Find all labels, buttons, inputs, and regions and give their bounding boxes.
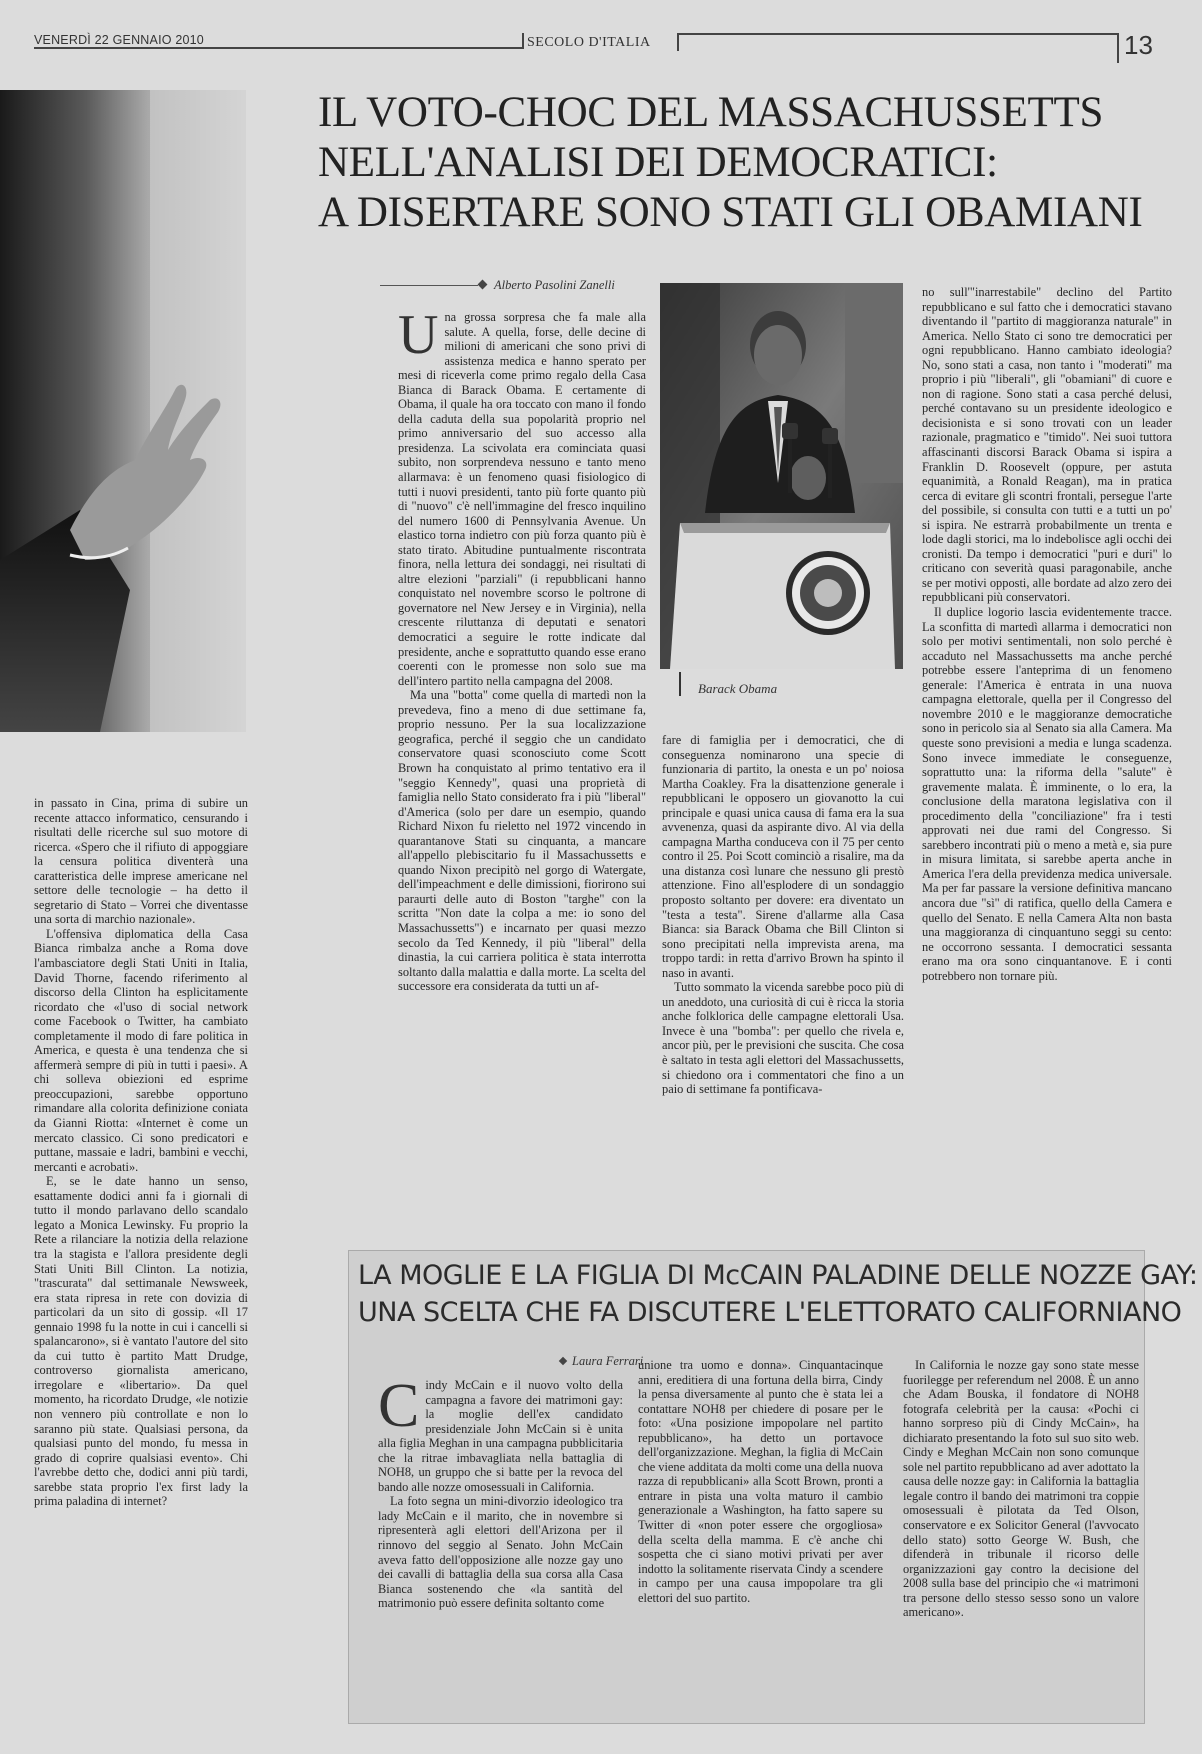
- byline-diamond-icon: [478, 280, 488, 290]
- masthead-date: VENERDÌ 22 GENNAIO 2010: [34, 33, 204, 47]
- secondary-article-headline: [358, 1257, 1198, 1331]
- secondary-paragraph: indy McCain e il nuovo volto della campagna a favore dei matrimoni gay: la moglie dell'ex candidato presidenziale John McCain si è unita alla figlia Meghan in una campagna pubblicitaria che la ritrae imbavagliata nella battaglia di NOH8, un gruppo che si batte per la revoca del bando alle nozze omosessuali in California.: [378, 1378, 623, 1494]
- secondary-column-3: [903, 1358, 1139, 1716]
- headline-line-3: A DISERTARE SONO STATI GLI OBAMIANI: [318, 189, 1143, 236]
- article-column-2: [662, 733, 904, 1203]
- page-number: 13: [1124, 30, 1153, 60]
- secondary-column-2: [638, 1358, 883, 1716]
- obama-at-podium-photo: [660, 283, 903, 669]
- photo-caption-rule: [679, 672, 681, 696]
- article-paragraph: Ma una "botta" come quella di martedì non la prevedeva, fino a meno di due settimane fa, proprio nessuno. Per la sua localizzazione geografica, perché il seggio che un candidato conservatore quasi sconosciuto come Scott Brown ha conquistato al primo tentativo era il "seggio Kennedy", quasi una proprietà di famiglia nello Stato considerato fra i più "liberal" d'America (solo per dare un esempio, quando Richard Nixon fu rieletto nel 1972 vincendo in quarantanove Stati su cinquanta, a mancare all'appello plebiscitario fu il Massachussetts e quando Nixon precipitò nel gorgo di Watergate, dell'impeachment e delle dimissioni, fiorirono sui paraurti delle auto di Boston "targhe" con la scritta "Non date la colpa a me: io sono del Massachussetts") e incarnato per quasi mezzo secolo da Ted Kennedy, il più "liberal" della dinastia, la cui carriera politica è stata interrotta soltanto dalla malattia e dalla morte. La scelta del successore era considerata da tutti un af-: [398, 688, 646, 994]
- article-column-3: [922, 285, 1172, 1190]
- article-headline: [318, 88, 1178, 238]
- article-paragraph: fare di famiglia per i democratici, che di conseguenza nominarono una specie di funzionaria di partito, la onesta e un po' noiosa Martha Coakley. Fra la disattenzione generale i repubblicani le opposero un giovanotto la cui principale e quasi unica causa di fama era la sua avvenenza, quasi da aspirante divo. Al via della campagna Martha conduceva con il 75 per cento contro il 25. Poi Scott cominciò a risalire, ma da una distanza così lunare che nessuno gli prestò attenzione. Fino all'esplodere di un sondaggio proposto soltanto per dovere: era diventato un "testa a testa". Sirene d'allarme alla Casa Bianca: sia Barack Obama che Bill Clinton si sono precipitati nella imprevista arena, ma troppo tardi: in retta d'arrivo Brown ha spinto il naso in avanti.: [662, 733, 904, 980]
- masthead-left-tick: [522, 33, 524, 49]
- article-byline: Alberto Pasolini Zanelli: [494, 278, 615, 292]
- headline-line-1: IL VOTO-CHOC DEL MASSACHUSSETTS: [318, 89, 1104, 136]
- article-dropcap: U: [398, 310, 439, 366]
- masthead-paper-name: SECOLO D'ITALIA: [527, 35, 651, 50]
- masthead-rule-right: [677, 33, 1117, 35]
- secondary-headline-line-1: LA MOGLIE E LA FIGLIA DI McCAIN PALADINE DELLE NOZZE GAY:: [358, 1260, 1198, 1291]
- article-paragraph: Tutto sommato la vicenda sarebbe poco più di un aneddoto, una curiosità di cui è ricca la storia anche folklorica delle campagne elettorali Usa. Invece è una "bomba": per quello che rivela e, ancor più, per le previsioni che suscita. Che cosa è saltato in testa agli elettori del Massachussetts, si chiedono ora i commentatori che fino a un paio di settimane fa pontificava-: [662, 980, 904, 1097]
- headline-line-2: NELL'ANALISI DEI DEMOCRATICI:: [318, 139, 998, 186]
- secondary-dropcap: C: [378, 1378, 420, 1440]
- article-paragraph: no sull'"inarrestabile" declino del Partito repubblicano e sul fatto che i democratici stavano diventando il "partito di maggioranza naturale" in America. Nello Stato ci sono tre democratici per ogni repubblicano. Hanno cambiato ideologia? No, sono stati a casa, non tanto i "moderati" ma proprio i più "liberali", gli "obamiani" di cuore e non di ragione. Sono stati a casa perché delusi, perché contavano su un presidente ideologico e decisionista e si sono trovati con un leader razionale, pragmatico e "timido". Nei suoi tuttora affascinanti discorsi Barack Obama si ispira a Franklin D. Roosevelt (oppure, per astuta equanimità, a Ronald Reagan), ma in pratica cerca di evitare gli scontri frontali, persegue l'arte del possibile, si consulta con tutti e a tutti un po' si ispira. Ne estrarrà probabilmente un trenta e lode dagli storici, ma lo indebolisce agli occhi dei cronisti. Da tempo i democratici "puri e duri" lo criticano con severità quasi paragonabile, anche se per motivi opposti, alle bordate ad alzo zero dei repubblicani più conservatori.: [922, 285, 1172, 605]
- left-column-paragraph: L'offensiva diplomatica della Casa Bianca rimbalza anche a Roma dove l'ambasciatore degli Stati Uniti in Italia, David Thorne, facendo riferimento al discorso della Clinton ha esplicitamente ricordato che «l'uso di social network come Facebook o Twitter, ha cambiato completamente il modo di fare politica in America, e questa è una tendenza che si affermerà sempre di più in tutti i paesi». A chi solleva obiezioni ed esprime preoccupazioni, sarebbe opportuno rimandare alla colorita definizione coniata da Gianni Riotta: «Internet è come un mercato classico. Ci sono predicatori e puttane, massaie e ladri, bambini e vecchi, mercanti e acrobati».: [34, 926, 248, 1174]
- page-number-tick: [1117, 33, 1119, 63]
- byline-rule: [380, 285, 478, 286]
- secondary-paragraph: unione tra uomo e donna». Cinquantacinque anni, ereditiera di una fortuna della birra, Cindy la pensa diversamente al punto che è stata lei a contattare NOH8 per chiedere di posare per le foto: «Una posizione impopolare nel partito repubblicano», ha detto un portavoce dell'organizzazione. Meghan, la figlia di McCain che viene additata da molti come una della nuova razza di repubblicani» alla Scott Brown, pronti a entrare in pista una volta maturo il cambio generazionale a Washington, ha fatto sapere su Twitter di «non poter essere che orgogliosa» della scelta della mamma. E c'è anche chi sospetta che ci siano motivi privati per aver indotto la solitamente riservata Cindy a scendere in campo per una causa impopolare tra gli elettori del suo partito.: [638, 1358, 883, 1605]
- secondary-headline-line-2: UNA SCELTA CHE FA DISCUTERE L'ELETTORATO CALIFORNIANO: [358, 1297, 1182, 1328]
- left-column-paragraph: E, se le date hanno un senso, esattamente dodici anni fa i giornali di tutto il mondo parlavano dello scandalo legato a Monica Lewinsky. Fu proprio la Rete a rilanciare la notizia della relazione tra la stagista e l'allora presidente degli Stati Uniti Bill Clinton. La notizia, "trascurata" dal settimanale Newsweek, era stata ripresa in rete con dovizia di particolari da un sito di gossip. «Il 17 gennaio 1998 fu la notte in cui i cancelli si spalancarono», si è vantato l'autore del sito da cui tutto è partito Matt Drudge, controverso giornalista americano, irregolare e «libertario». Da quel momento, ha ricordato Drudge, «le notizie non vennero più controllate e non lo saranno più state. Qualsiasi persona, da qualsiasi punto del mondo, fu messa in grado di coprire qualsiasi evento». Chi l'avrebbe detto che, dodici anni più tardi, sarebbe stata proprio l'ex first lady la prima paladina di internet?: [34, 1174, 248, 1509]
- masthead-rule-left: [34, 47, 522, 49]
- article-paragraph: na grossa sorpresa che fa male alla salute. A quella, forse, delle decine di milioni di americani che sono privi di assistenza medica e hanno sperato per mesi di riceverla come primo regalo della Casa Bianca di Barack Obama. E certamente di Obama, il quale ha ora toccato con mano il fondo della caduta della sua popolarità proprio nel primo anniversario del suo accesso alla presidenza. La scivolata era cominciata quasi subito, non sorprendeva nessuno e tanto meno allarmava: è un fenomeno quasi fisiologico di tutti i nuovi presidenti, tanto più forte quanto più di "nuovo" c'è nell'immagine del fresco inquilino del numero 1600 di Pennsylvania Avenue. Un elastico torna indietro con più forza quanto più è stato tirato. Abitudine puntualmente riscontrata finora, nella lettura dei sondaggi, nei risultati di altre elezioni "parziali" (i repubblicani hanno conquistato nel novembre scorso le poltrone di governatore nel New Jersey e in Virginia), nella crescente riluttanza di deputati e senatori democratici a seguire le rotte indicate dal presidente, anche e soprattutto quando esse erano coerenti con le promesse non solo sue ma dell'intero partito nella campagna del 2008.: [398, 310, 646, 688]
- article-column-1: [398, 310, 646, 1210]
- secondary-paragraph: In California le nozze gay sono state messe fuorilegge per referendum nel 2008. È un anno che Adam Bouska, il fondatore di NOH8 fotografa celebrità per la causa: «Pochi ci hanno sorpreso più di Cindy McCain», ha dichiarato presentando la foto sul suo sito web. Cindy e Meghan McCain non sono comunque sole nel partito repubblicano ad aver adottato la causa delle nozze gay: in California la battaglia legale contro il bando dei matrimoni tra coppie omosessuali è pilotata da Ted Olson, conservatore e ex Solicitor General (l'avvocato dello stato) sotto George W. Bush, che difenderà in tribunale il ricorso delle organizzazioni gay contro la decisione del 2008 sulla base del principio che «i matrimoni tra persone dello stesso sesso sono un valore americano».: [903, 1358, 1139, 1620]
- secondary-paragraph: La foto segna un mini-divorzio ideologico tra lady McCain e il marito, che in novembre si ripresenterà agli elettori dell'Arizona per il rinnovo del seggio al Senato. John McCain aveva fatto dell'opposizione alle nozze gay uno dei cavalli di battaglia della sua corsa alla Casa Bianca sostenendo che «la santità del matrimonio può essere definita soltanto come: [378, 1494, 623, 1611]
- masthead-right-tick: [677, 33, 679, 51]
- left-column-paragraph: in passato in Cina, prima di subire un recente attacco informatico, censurando i risultati delle ricerche sul suo motore di ricerca. «Spero che il rifiuto di appoggiare la censura politica diventerà una caratteristica delle imprese americane nel settore delle tecnologie – ha detto il segretario di Stato – Vorrei che diventasse una sorta di marchio nazionale».: [34, 796, 248, 927]
- secondary-column-1: [378, 1378, 623, 1718]
- hand-and-portrait-photo: [0, 90, 246, 732]
- secondary-article-byline: Laura Ferrari: [572, 1354, 644, 1368]
- article-paragraph: Il duplice logorio lascia evidentemente tracce. La sconfitta di martedì allarma i democratici non solo per motivi sentimentali, non solo perché è accaduto nel Massachussetts ma anche perché potrebbe essere l'anteprima di un fenomeno generale: l'America è entrata in una nuova campagna elettorale, quella per il Congresso del novembre 2010 e le maggioranze democratiche sono in pericolo sia al Senato sia alla Camera. Ma queste sono previsioni a media e lunga scadenza. Sono invece immediate le conseguenze, soprattutto una: la riforma della "salute" è gravemente malata. È imminente, o lo era, la conclusione della maratona legislativa con il procedimento della "conciliazione" fra i testi approvati nei due rami del Congresso. Si sarebbero incontrati più o meno a metà e, sia pure in misura limitata, si sarebbe aperta anche in America l'era della previdenza medica universale. Ma per far passare la versione definitiva mancano ancora due "sì" di ratifica, quello della Camera e quello del Senato. E nella Camera Alta non basta una maggioranza di cinquantuno seggi su cento: ne occorrono sessanta. I democratici sessanta erano ma ora sono cinquantanove. E i conti potrebbero non tornare più.: [922, 605, 1172, 983]
- left-column: [34, 796, 248, 1754]
- photo-caption: Barack Obama: [698, 681, 778, 696]
